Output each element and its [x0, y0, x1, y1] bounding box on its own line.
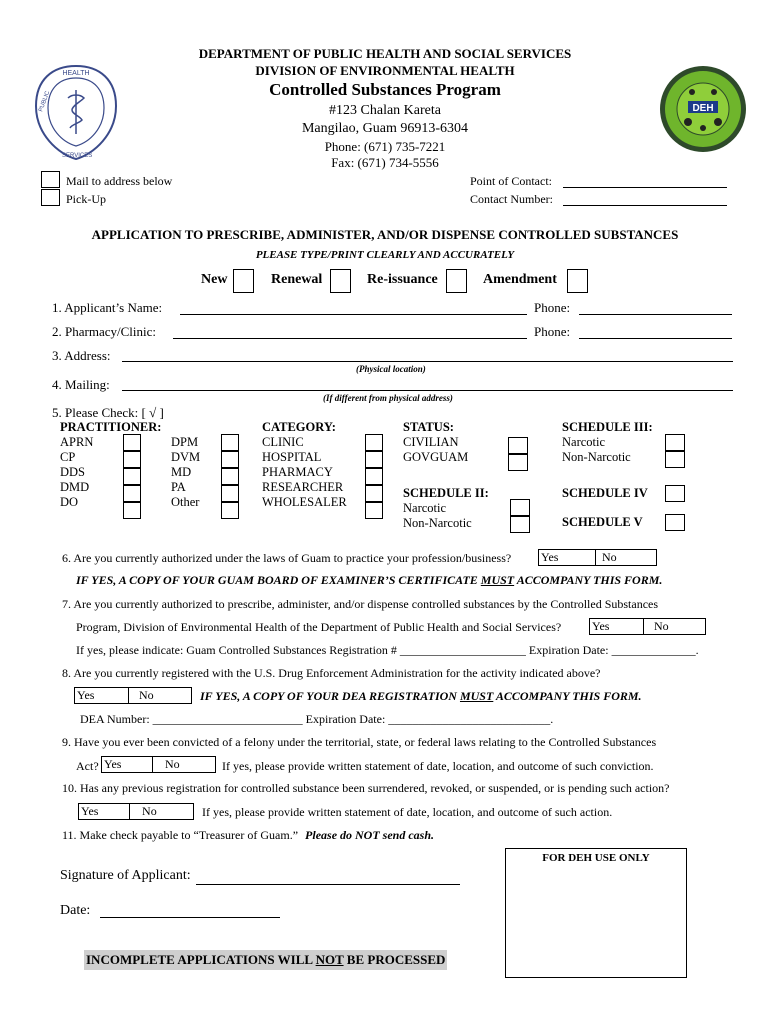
mail-checkbox[interactable]	[41, 171, 60, 188]
schedule-5-label: SCHEDULE V	[562, 515, 643, 529]
q8-yes-no	[74, 687, 192, 704]
practitioner-dpm-checkbox[interactable]	[221, 434, 239, 451]
mailing-field[interactable]	[122, 390, 733, 391]
q10-no-label: No	[142, 804, 157, 818]
pickup-checkbox[interactable]	[41, 189, 60, 206]
form-subtitle: PLEASE TYPE/PRINT CLEARLY AND ACCURATELY	[255, 249, 515, 261]
q10-yes-label: Yes	[81, 804, 99, 818]
schedule-4-checkbox[interactable]	[665, 485, 685, 502]
incomplete-a: INCOMPLETE APPLICATIONS WILL	[86, 952, 316, 967]
practitioner-dpm: DPM	[171, 435, 199, 449]
q9-no-label: No	[165, 757, 180, 771]
q6-yes-option[interactable]	[539, 550, 596, 565]
status-civilian: CIVILIAN	[403, 435, 459, 449]
schedule-2-non-narcotic: Non-Narcotic	[403, 516, 472, 530]
type-reissuance-label: Re-issuance	[367, 272, 438, 287]
practitioner-do: DO	[60, 495, 79, 509]
q8-note	[200, 689, 642, 704]
type-amendment-label: Amendment	[483, 272, 557, 287]
signature-field[interactable]	[196, 884, 460, 885]
practitioner-dds-checkbox[interactable]	[123, 468, 141, 485]
address-line-1: #123 Chalan Kareta	[329, 103, 441, 118]
deh-seal-text: DEH	[692, 103, 714, 114]
svg-text:SERVICES: SERVICES	[62, 153, 93, 159]
q10-note: If yes, please provide written statement of date, location, and outcome of such action.	[202, 805, 613, 819]
type-new-checkbox[interactable]	[233, 269, 254, 293]
fax-line: Fax: (671) 734-5556	[331, 155, 439, 170]
practitioner-aprn-checkbox[interactable]	[123, 434, 141, 451]
program-name: Controlled Substances Program	[269, 80, 501, 99]
dea-number-line[interactable]: DEA Number: _________________________ Expiration Date: ___________________________.	[80, 712, 554, 726]
q8-note-a: IF YES, A COPY OF YOUR DEA REGISTRATION	[200, 689, 460, 703]
q6-no-option[interactable]	[596, 550, 656, 565]
q7-no-option[interactable]	[644, 619, 705, 634]
q8-note-must: MUST	[459, 689, 494, 703]
q8-yes-label: Yes	[77, 688, 95, 702]
q10-no-option[interactable]	[130, 804, 193, 819]
mail-label: Mail to address below	[66, 174, 173, 188]
category-researcher: RESEARCHER	[262, 480, 344, 494]
practitioner-dmd-checkbox[interactable]	[123, 485, 141, 502]
q7-yes-option[interactable]	[590, 619, 644, 634]
q9-yes-option[interactable]	[102, 757, 153, 772]
question-8: 8. Are you currently registered with the U.S. Drug Enforcement Administration for the activity indicated above?	[62, 666, 601, 680]
applicant-name-label: 1. Applicant’s Name:	[52, 300, 163, 315]
question-7-line-1: 7. Are you currently authorized to prescribe, administer, and/or dispense controlled substances by the Controlled Substances	[62, 597, 659, 611]
practitioner-dmd: DMD	[60, 480, 90, 494]
status-civilian-checkbox[interactable]	[508, 437, 528, 454]
q9-yes-no	[101, 756, 216, 773]
schedule-3-non-narcotic-checkbox[interactable]	[665, 451, 685, 468]
type-renewal-checkbox[interactable]	[330, 269, 351, 293]
q6-note	[76, 573, 662, 588]
category-hospital-checkbox[interactable]	[365, 451, 383, 468]
category-pharmacy-checkbox[interactable]	[365, 468, 383, 485]
practitioner-pa-checkbox[interactable]	[221, 485, 239, 502]
contact-number-field[interactable]	[563, 205, 727, 206]
deh-use-label: FOR DEH USE ONLY	[542, 852, 650, 864]
pharmacy-clinic-label: 2. Pharmacy/Clinic:	[52, 324, 156, 339]
category-researcher-checkbox[interactable]	[365, 485, 383, 502]
practitioner-other: Other	[171, 495, 200, 509]
schedule-2-narcotic: Narcotic	[403, 501, 447, 515]
q10-yes-no	[78, 803, 194, 820]
division-name: DIVISION OF ENVIRONMENTAL HEALTH	[255, 63, 515, 78]
question-7-line-2: Program, Division of Environmental Health of the Department of Public Health and Social Services?	[76, 620, 562, 634]
practitioner-md: MD	[171, 465, 192, 479]
address-line-2: Mangilao, Guam 96913-6304	[301, 121, 469, 136]
status-govguam-checkbox[interactable]	[508, 454, 528, 471]
q6-note-must: MUST	[480, 573, 515, 587]
practitioner-dvm-checkbox[interactable]	[221, 451, 239, 468]
q7-yes-no	[589, 618, 706, 635]
incomplete-warning	[84, 950, 447, 970]
status-header: STATUS:	[403, 420, 454, 434]
schedule-2-header: SCHEDULE II:	[403, 486, 489, 500]
q6-no-label: No	[602, 550, 617, 564]
category-clinic: CLINIC	[262, 435, 304, 449]
schedule-2-non-narcotic-checkbox[interactable]	[510, 516, 530, 533]
schedule-3-header: SCHEDULE III:	[562, 420, 653, 434]
q7-no-label: No	[654, 619, 669, 633]
pharmacy-phone-field[interactable]	[579, 338, 732, 339]
date-field[interactable]	[100, 917, 280, 918]
category-hospital: HOSPITAL	[262, 450, 322, 464]
practitioner-dds: DDS	[60, 465, 86, 479]
category-clinic-checkbox[interactable]	[365, 434, 383, 451]
q6-yes-no	[538, 549, 657, 566]
q7-yes-label: Yes	[592, 619, 610, 633]
type-renewal-label: Renewal	[271, 272, 323, 287]
q9-act-label: Act?	[76, 759, 99, 773]
please-check-label: 5. Please Check: [ √ ]	[52, 405, 164, 420]
q6-note-a: IF YES, A COPY OF YOUR GUAM BOARD OF EXAMINER’S CERTIFICATE	[76, 573, 481, 587]
type-new-label: New	[201, 272, 228, 287]
q8-no-label: No	[139, 688, 154, 702]
schedule-3-narcotic-checkbox[interactable]	[665, 434, 685, 451]
category-wholesaler-checkbox[interactable]	[365, 502, 383, 519]
question-10: 10. Has any previous registration for controlled substance been surrendered, revoked, or suspended, or is pending such action?	[62, 781, 670, 795]
schedule-4-label: SCHEDULE IV	[562, 486, 648, 500]
q9-no-option[interactable]	[153, 757, 215, 772]
practitioner-pa: PA	[171, 480, 186, 494]
type-amendment-checkbox[interactable]	[567, 269, 588, 293]
practitioner-dvm: DVM	[171, 450, 201, 464]
q8-no-option[interactable]	[129, 688, 191, 703]
phone-line: Phone: (671) 735-7221	[324, 139, 446, 154]
q9-note: If yes, please provide written statement of date, location, and outcome of such conviction.	[222, 759, 654, 773]
practitioner-aprn: APRN	[60, 435, 94, 449]
practitioner-cp: CP	[60, 450, 76, 464]
practitioner-do-checkbox[interactable]	[123, 502, 141, 519]
svg-text:HEALTH: HEALTH	[62, 70, 90, 77]
pharmacy-phone-label: Phone:	[534, 324, 571, 339]
point-of-contact-field[interactable]	[563, 187, 727, 188]
practitioner-other-checkbox[interactable]	[221, 502, 239, 519]
practitioner-cp-checkbox[interactable]	[123, 451, 141, 468]
deh-use-box	[505, 848, 687, 978]
q8-note-b: ACCOMPANY THIS FORM.	[493, 689, 642, 703]
q11-text: 11. Make check payable to “Treasurer of Guam.”	[62, 828, 299, 842]
schedule-3-non-narcotic: Non-Narcotic	[562, 450, 631, 464]
pharmacy-clinic-field[interactable]	[173, 338, 527, 339]
physical-location-note: (Physical location)	[356, 364, 426, 374]
category-pharmacy: PHARMACY	[262, 465, 333, 479]
department-name: DEPARTMENT OF PUBLIC HEALTH AND SOCIAL SERVICES	[198, 46, 572, 61]
address-label: 3. Address:	[52, 348, 111, 363]
mailing-label: 4. Mailing:	[52, 377, 110, 392]
date-label: Date:	[60, 903, 91, 918]
practitioner-md-checkbox[interactable]	[221, 468, 239, 485]
status-govguam: GOVGUAM	[403, 450, 469, 464]
question-11	[62, 828, 434, 843]
schedule-2-narcotic-checkbox[interactable]	[510, 499, 530, 516]
q10-yes-option[interactable]	[79, 804, 130, 819]
q11-cash-warning: Please do NOT send cash.	[305, 828, 435, 842]
schedule-3-narcotic: Narcotic	[562, 435, 606, 449]
q9-yes-label: Yes	[104, 757, 122, 771]
question-7-line-3: If yes, please indicate: Guam Controlled Substances Registration # _____________________ Expiration Date: ______________.	[76, 643, 699, 657]
incomplete-not: NOT	[315, 952, 344, 967]
incomplete-b: BE PROCESSED	[343, 952, 446, 967]
category-header: CATEGORY:	[262, 420, 336, 434]
category-wholesaler: WHOLESALER	[262, 495, 347, 509]
applicant-name-field[interactable]	[180, 314, 527, 315]
pickup-label: Pick-Up	[66, 192, 106, 206]
address-field[interactable]	[122, 361, 733, 362]
q8-yes-option[interactable]	[75, 688, 129, 703]
question-9: 9. Have you ever been convicted of a felony under the territorial, state, or federal laws relating to the Controlled Substances	[62, 735, 657, 749]
type-reissuance-checkbox[interactable]	[446, 269, 467, 293]
signature-label: Signature of Applicant:	[60, 868, 191, 883]
q6-yes-label: Yes	[541, 550, 559, 564]
svg-text:PUBLIC: PUBLIC	[38, 90, 52, 113]
contact-number-label: Contact Number:	[470, 192, 553, 206]
form-title: APPLICATION TO PRESCRIBE, ADMINISTER, AND/OR DISPENSE CONTROLLED SUBSTANCES	[91, 227, 679, 242]
practitioner-header: PRACTITIONER:	[60, 420, 162, 434]
applicant-phone-field[interactable]	[579, 314, 732, 315]
applicant-phone-label: Phone:	[534, 300, 571, 315]
question-6: 6. Are you currently authorized under the laws of Guam to practice your profession/business?	[62, 551, 512, 565]
q6-note-b: ACCOMPANY THIS FORM.	[514, 573, 663, 587]
schedule-5-checkbox[interactable]	[665, 514, 685, 531]
point-of-contact-label: Point of Contact:	[470, 174, 552, 188]
if-different-note: (If different from physical address)	[323, 393, 453, 403]
